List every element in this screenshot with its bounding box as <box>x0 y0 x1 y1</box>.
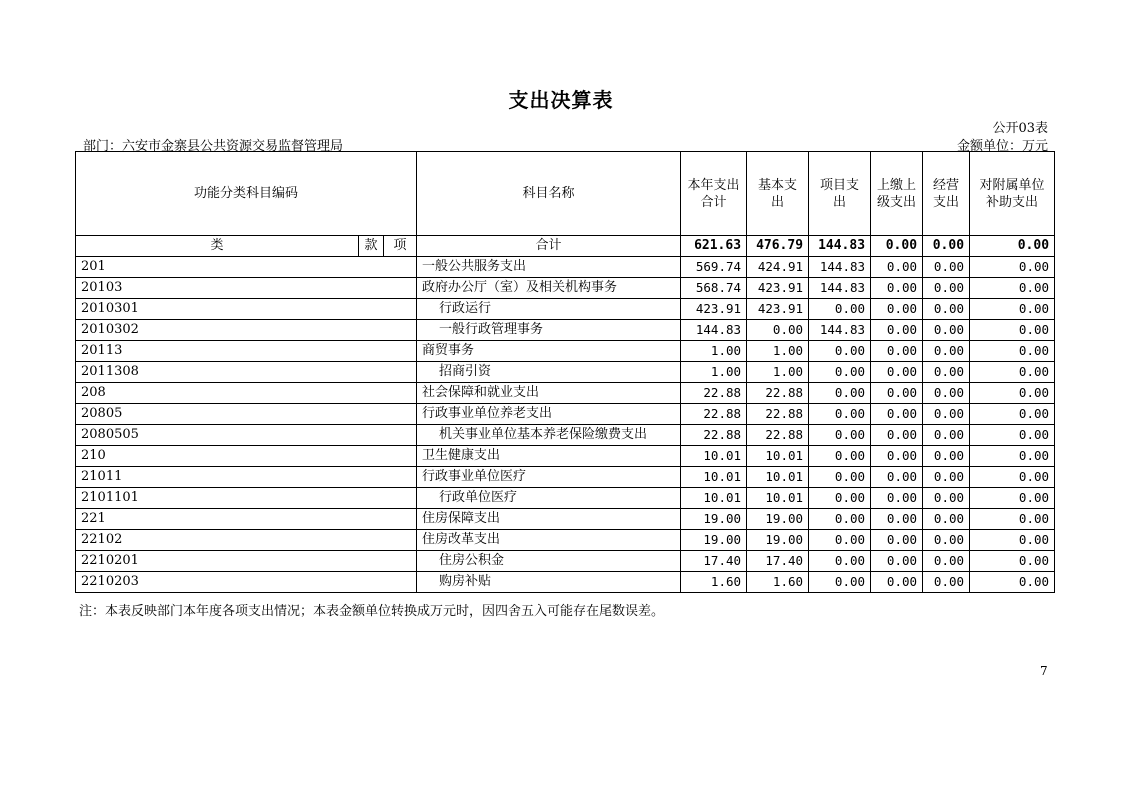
totals-project: 144.83 <box>809 236 871 257</box>
row-project: 0.00 <box>809 467 871 488</box>
table-row <box>76 383 1055 404</box>
totals-business: 0.00 <box>923 236 970 257</box>
table-row <box>76 299 1055 320</box>
table-row <box>76 467 1055 488</box>
row-project: 0.00 <box>809 572 871 593</box>
row-upper: 0.00 <box>871 278 923 299</box>
row-basic: 22.88 <box>747 425 809 446</box>
totals-row <box>76 236 1055 257</box>
row-project: 0.00 <box>809 404 871 425</box>
row-basic: 0.00 <box>747 320 809 341</box>
row-project: 0.00 <box>809 383 871 404</box>
row-code: 22102 <box>76 530 417 551</box>
table-body <box>76 257 1055 593</box>
table-row <box>76 320 1055 341</box>
row-name: 行政事业单位医疗 <box>417 467 681 488</box>
row-business: 0.00 <box>923 551 970 572</box>
row-total: 10.01 <box>681 488 747 509</box>
row-name: 商贸事务 <box>417 341 681 362</box>
row-subsidy: 0.00 <box>970 404 1055 425</box>
header-total: 本年支出合计 <box>681 152 747 236</box>
row-code: 2210203 <box>76 572 417 593</box>
header-basic: 基本支出 <box>747 152 809 236</box>
row-business: 0.00 <box>923 362 970 383</box>
row-basic: 424.91 <box>747 257 809 278</box>
row-upper: 0.00 <box>871 341 923 362</box>
row-upper: 0.00 <box>871 320 923 341</box>
table-row <box>76 341 1055 362</box>
header-subsidy: 对附属单位补助支出 <box>970 152 1055 236</box>
row-code: 2080505 <box>76 425 417 446</box>
header-row <box>76 152 1055 236</box>
row-subsidy: 0.00 <box>970 299 1055 320</box>
row-upper: 0.00 <box>871 551 923 572</box>
row-project: 0.00 <box>809 299 871 320</box>
row-business: 0.00 <box>923 404 970 425</box>
row-project: 0.00 <box>809 425 871 446</box>
expenditure-table <box>75 151 1055 593</box>
row-code: 21011 <box>76 467 417 488</box>
row-project: 0.00 <box>809 488 871 509</box>
row-name: 机关事业单位基本养老保险缴费支出 <box>417 425 681 446</box>
row-total: 569.74 <box>681 257 747 278</box>
table-row <box>76 278 1055 299</box>
row-business: 0.00 <box>923 278 970 299</box>
row-total: 1.60 <box>681 572 747 593</box>
table-row <box>76 509 1055 530</box>
row-basic: 10.01 <box>747 467 809 488</box>
row-business: 0.00 <box>923 299 970 320</box>
row-subsidy: 0.00 <box>970 467 1055 488</box>
row-total: 22.88 <box>681 425 747 446</box>
row-subsidy: 0.00 <box>970 446 1055 467</box>
row-project: 0.00 <box>809 446 871 467</box>
row-total: 144.83 <box>681 320 747 341</box>
row-subsidy: 0.00 <box>970 383 1055 404</box>
header-xiang: 项 <box>384 236 417 257</box>
header-business: 经营支出 <box>923 152 970 236</box>
row-name: 行政单位医疗 <box>417 488 681 509</box>
row-subsidy: 0.00 <box>970 551 1055 572</box>
row-basic: 17.40 <box>747 551 809 572</box>
row-subsidy: 0.00 <box>970 278 1055 299</box>
row-business: 0.00 <box>923 383 970 404</box>
row-name: 政府办公厅（室）及相关机构事务 <box>417 278 681 299</box>
table-row <box>76 488 1055 509</box>
page-number: 7 <box>1040 664 1048 678</box>
row-basic: 423.91 <box>747 299 809 320</box>
row-basic: 10.01 <box>747 488 809 509</box>
row-total: 22.88 <box>681 404 747 425</box>
row-upper: 0.00 <box>871 257 923 278</box>
header-name: 科目名称 <box>417 152 681 236</box>
row-code: 2010301 <box>76 299 417 320</box>
row-total: 19.00 <box>681 509 747 530</box>
row-subsidy: 0.00 <box>970 425 1055 446</box>
row-basic: 10.01 <box>747 446 809 467</box>
row-project: 144.83 <box>809 278 871 299</box>
row-code: 20805 <box>76 404 417 425</box>
row-code: 201 <box>76 257 417 278</box>
row-code: 20113 <box>76 341 417 362</box>
row-subsidy: 0.00 <box>970 257 1055 278</box>
row-project: 0.00 <box>809 551 871 572</box>
form-number: 公开03表 <box>992 121 1048 136</box>
row-upper: 0.00 <box>871 299 923 320</box>
row-subsidy: 0.00 <box>970 488 1055 509</box>
row-total: 22.88 <box>681 383 747 404</box>
row-upper: 0.00 <box>871 509 923 530</box>
row-upper: 0.00 <box>871 425 923 446</box>
table-row <box>76 425 1055 446</box>
row-code: 208 <box>76 383 417 404</box>
row-project: 144.83 <box>809 320 871 341</box>
row-total: 1.00 <box>681 362 747 383</box>
header-code: 功能分类科目编码 <box>76 152 417 236</box>
row-basic: 22.88 <box>747 383 809 404</box>
row-basic: 1.00 <box>747 362 809 383</box>
row-project: 0.00 <box>809 341 871 362</box>
table-row <box>76 551 1055 572</box>
row-name: 社会保障和就业支出 <box>417 383 681 404</box>
row-name: 住房保障支出 <box>417 509 681 530</box>
amount-unit-label: 金额单位：万元 <box>956 139 1048 154</box>
row-name: 卫生健康支出 <box>417 446 681 467</box>
row-upper: 0.00 <box>871 572 923 593</box>
totals-basic: 476.79 <box>747 236 809 257</box>
row-subsidy: 0.00 <box>970 341 1055 362</box>
row-total: 568.74 <box>681 278 747 299</box>
row-name: 行政运行 <box>417 299 681 320</box>
row-business: 0.00 <box>923 509 970 530</box>
row-basic: 19.00 <box>747 530 809 551</box>
row-upper: 0.00 <box>871 446 923 467</box>
row-name: 住房改革支出 <box>417 530 681 551</box>
row-name: 一般公共服务支出 <box>417 257 681 278</box>
row-business: 0.00 <box>923 425 970 446</box>
row-upper: 0.00 <box>871 488 923 509</box>
header-project: 项目支出 <box>809 152 871 236</box>
row-basic: 19.00 <box>747 509 809 530</box>
totals-upper: 0.00 <box>871 236 923 257</box>
table-row <box>76 257 1055 278</box>
row-project: 144.83 <box>809 257 871 278</box>
row-total: 423.91 <box>681 299 747 320</box>
row-business: 0.00 <box>923 341 970 362</box>
row-code: 2011308 <box>76 362 417 383</box>
table-note: 注：本表反映部门本年度各项支出情况；本表金额单位转换成万元时，因四舍五入可能存在尾数误差。 <box>79 604 665 619</box>
table-row <box>76 362 1055 383</box>
row-business: 0.00 <box>923 446 970 467</box>
row-code: 2010302 <box>76 320 417 341</box>
table-row <box>76 572 1055 593</box>
row-business: 0.00 <box>923 257 970 278</box>
row-name: 一般行政管理事务 <box>417 320 681 341</box>
row-total: 19.00 <box>681 530 747 551</box>
table-row <box>76 446 1055 467</box>
row-business: 0.00 <box>923 488 970 509</box>
row-project: 0.00 <box>809 509 871 530</box>
row-total: 17.40 <box>681 551 747 572</box>
row-basic: 1.60 <box>747 572 809 593</box>
row-total: 10.01 <box>681 467 747 488</box>
row-code: 2101101 <box>76 488 417 509</box>
row-name: 住房公积金 <box>417 551 681 572</box>
row-basic: 423.91 <box>747 278 809 299</box>
row-code: 20103 <box>76 278 417 299</box>
table-row <box>76 530 1055 551</box>
row-total: 1.00 <box>681 341 747 362</box>
row-name: 行政事业单位养老支出 <box>417 404 681 425</box>
row-name: 购房补贴 <box>417 572 681 593</box>
row-upper: 0.00 <box>871 383 923 404</box>
totals-label: 合计 <box>417 236 681 257</box>
row-subsidy: 0.00 <box>970 509 1055 530</box>
row-total: 10.01 <box>681 446 747 467</box>
header-kuan: 款 <box>359 236 384 257</box>
row-code: 2210201 <box>76 551 417 572</box>
row-upper: 0.00 <box>871 467 923 488</box>
row-subsidy: 0.00 <box>970 362 1055 383</box>
row-subsidy: 0.00 <box>970 320 1055 341</box>
row-upper: 0.00 <box>871 404 923 425</box>
page-title: 支出决算表 <box>508 88 614 112</box>
header-upper: 上缴上级支出 <box>871 152 923 236</box>
row-subsidy: 0.00 <box>970 530 1055 551</box>
row-business: 0.00 <box>923 467 970 488</box>
totals-total: 621.63 <box>681 236 747 257</box>
header-lei: 类 <box>76 236 359 257</box>
row-code: 210 <box>76 446 417 467</box>
row-project: 0.00 <box>809 362 871 383</box>
row-business: 0.00 <box>923 572 970 593</box>
row-basic: 22.88 <box>747 404 809 425</box>
row-upper: 0.00 <box>871 362 923 383</box>
row-project: 0.00 <box>809 530 871 551</box>
row-name: 招商引资 <box>417 362 681 383</box>
row-business: 0.00 <box>923 320 970 341</box>
row-upper: 0.00 <box>871 530 923 551</box>
row-subsidy: 0.00 <box>970 572 1055 593</box>
row-code: 221 <box>76 509 417 530</box>
totals-subsidy: 0.00 <box>970 236 1055 257</box>
row-business: 0.00 <box>923 530 970 551</box>
table-row <box>76 404 1055 425</box>
row-basic: 1.00 <box>747 341 809 362</box>
department-label: 部门：六安市金寨县公共资源交易监督管理局 <box>83 139 344 154</box>
